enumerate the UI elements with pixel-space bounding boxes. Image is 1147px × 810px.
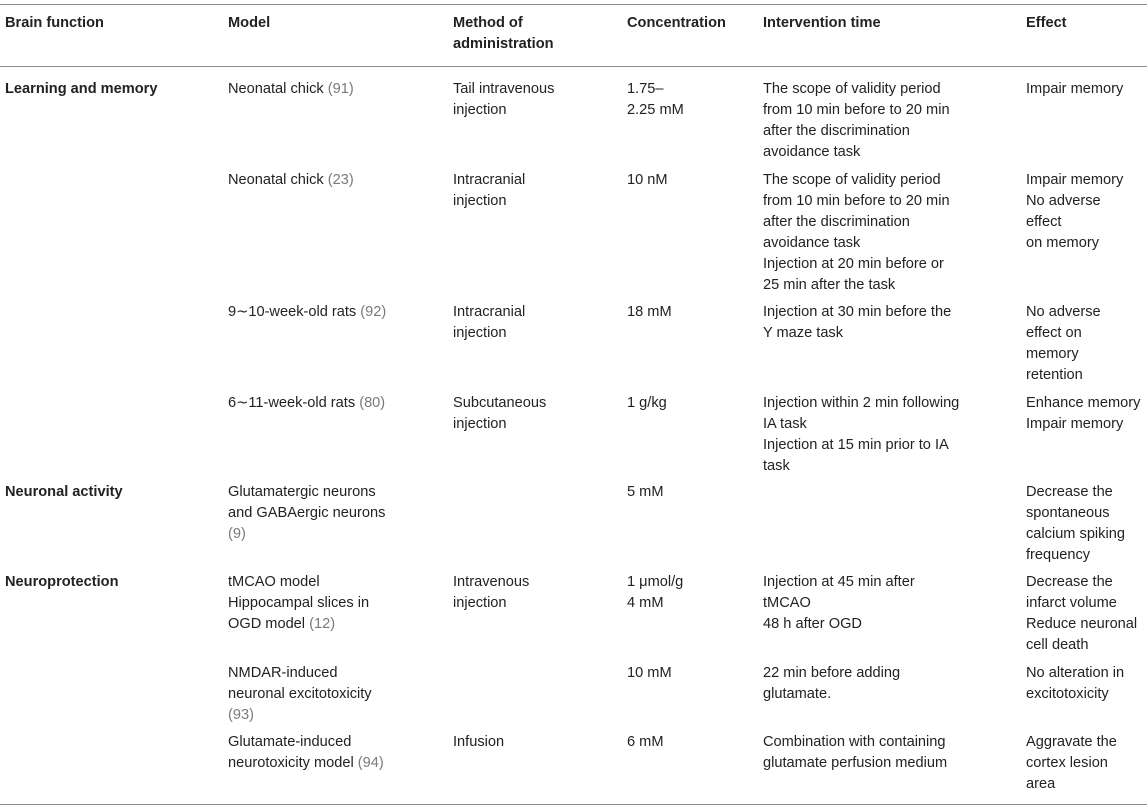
- effect-line: [1026, 753, 1117, 774]
- effect-line: [1026, 191, 1123, 212]
- effect-text: No adverse: [1026, 193, 1101, 209]
- concentration-line: [627, 302, 672, 323]
- effect-text: Enhance memory: [1026, 395, 1141, 411]
- concentration-text: 2.25 mM: [627, 102, 684, 118]
- effect-text: Decrease the: [1026, 574, 1113, 590]
- effect-line: [1026, 482, 1125, 503]
- intervention-line: [763, 456, 959, 477]
- row-6-method-cell: [453, 572, 529, 614]
- row-2-effect-cell: [1026, 170, 1123, 254]
- effect-text: cell death: [1026, 637, 1089, 653]
- intervention-line: [763, 323, 951, 344]
- concentration-line: [627, 732, 663, 753]
- row-5-effect-cell: [1026, 482, 1125, 566]
- effect-line: [1026, 393, 1140, 414]
- row-2-intervention-cell: [763, 170, 950, 296]
- concentration-line: [627, 393, 667, 414]
- intervention-text: avoidance task: [763, 144, 861, 160]
- method-text: injection: [453, 595, 507, 611]
- model-text: 6∼11-week-old rats: [228, 395, 360, 411]
- model-text: neuronal excitotoxicity: [228, 686, 372, 702]
- concentration-text: 1 μmol/g: [627, 574, 684, 590]
- reference-citation[interactable]: (93): [228, 707, 254, 723]
- row-6-concentration-cell: [627, 572, 683, 614]
- effect-text: excitotoxicity: [1026, 686, 1109, 702]
- method-text: Infusion: [453, 734, 505, 750]
- model-line: [228, 663, 372, 684]
- concentration-line: [627, 170, 668, 191]
- intervention-line: [763, 233, 950, 254]
- effect-line: [1026, 635, 1137, 656]
- intervention-line: [763, 79, 950, 100]
- row-8-intervention-cell: [763, 732, 947, 774]
- row-1-intervention-cell: [763, 79, 950, 163]
- effect-line: [1026, 524, 1125, 545]
- model-line: [228, 503, 385, 524]
- model-text: Glutamatergic neurons: [228, 484, 376, 500]
- method-line: [453, 170, 525, 191]
- intervention-line: [763, 275, 950, 296]
- intervention-line: [763, 100, 950, 121]
- intervention-text: 48 h after OGD: [763, 616, 862, 632]
- reference-citation[interactable]: (23): [327, 172, 354, 188]
- intervention-text: 22 min before adding: [763, 665, 901, 681]
- model-text: neurotoxicity model: [228, 755, 358, 771]
- effect-line: [1026, 572, 1137, 593]
- effect-line: [1026, 774, 1117, 795]
- row-5-concentration-cell: [627, 482, 663, 503]
- method-line: [453, 302, 525, 323]
- row-1-method-cell: [453, 79, 554, 121]
- effect-line: [1026, 545, 1125, 566]
- effect-line: [1026, 365, 1101, 386]
- method-text: injection: [453, 102, 507, 118]
- model-text: OGD model: [228, 616, 310, 632]
- intervention-line: [763, 593, 915, 614]
- intervention-text: Injection at 30 min before the: [763, 304, 952, 320]
- intervention-line: [763, 170, 950, 191]
- method-text: injection: [453, 325, 507, 341]
- row-5-model-cell: [228, 482, 385, 545]
- model-line: [228, 79, 354, 100]
- row-4-effect-cell: [1026, 393, 1140, 435]
- header-method: [453, 13, 554, 55]
- intervention-text: after the discrimination: [763, 123, 910, 139]
- intervention-text: avoidance task: [763, 235, 861, 251]
- intervention-line: [763, 572, 915, 593]
- effect-text: frequency: [1026, 547, 1091, 563]
- row-7-model-cell: [228, 663, 372, 726]
- concentration-text: 6 mM: [627, 734, 664, 750]
- row-2-model-cell: [228, 170, 354, 191]
- method-text: injection: [453, 416, 507, 432]
- intervention-text: glutamate perfusion medium: [763, 755, 948, 771]
- effect-text: effect on: [1026, 325, 1082, 341]
- method-line: [453, 100, 554, 121]
- row-4-method-cell: [453, 393, 546, 435]
- header-intervention-time: Intervention time: [763, 15, 881, 31]
- model-text: 9∼10-week-old rats: [228, 304, 361, 320]
- concentration-text: 1 g/kg: [627, 395, 667, 411]
- effect-text: area: [1026, 776, 1056, 792]
- method-line: [453, 414, 546, 435]
- model-line: [228, 302, 386, 323]
- intervention-text: The scope of validity period: [763, 172, 941, 188]
- effect-text: calcium spiking: [1026, 526, 1125, 542]
- header-brain-function: Brain function: [5, 15, 104, 31]
- intervention-line: [763, 663, 900, 684]
- model-line: [228, 170, 354, 191]
- effect-text: spontaneous: [1026, 505, 1110, 521]
- concentration-text: 1.75–: [627, 81, 664, 97]
- row-4-concentration-cell: [627, 393, 667, 414]
- effect-text: cortex lesion: [1026, 755, 1108, 771]
- header-method-line-2: administration: [453, 36, 554, 52]
- model-line: [228, 705, 372, 726]
- model-text: Hippocampal slices in: [228, 595, 370, 611]
- method-line: [453, 191, 525, 212]
- reference-citation[interactable]: (94): [357, 755, 384, 771]
- effect-text: on memory: [1026, 235, 1099, 251]
- row-7-intervention-cell: [763, 663, 900, 705]
- effect-text: No alteration in: [1026, 665, 1125, 681]
- model-line: [228, 614, 369, 635]
- row-1-model-cell: [228, 79, 354, 100]
- intervention-line: [763, 254, 950, 275]
- effect-text: Decrease the: [1026, 484, 1113, 500]
- concentration-text: 10 mM: [627, 665, 672, 681]
- model-line: [228, 482, 385, 503]
- header-method-line-1: Method of: [453, 15, 523, 31]
- row-3-model-cell: [228, 302, 386, 323]
- method-text: Intracranial: [453, 304, 526, 320]
- effect-line: [1026, 212, 1123, 233]
- model-line: [228, 393, 385, 414]
- intervention-line: [763, 414, 959, 435]
- effect-text: Aggravate the: [1026, 734, 1117, 750]
- concentration-text: 10 nM: [627, 172, 668, 188]
- effect-line: [1026, 614, 1137, 635]
- table-top-rule: [0, 4, 1147, 5]
- intervention-text: IA task: [763, 416, 807, 432]
- intervention-text: task: [763, 458, 790, 474]
- table-bottom-rule: [0, 804, 1147, 805]
- reference-citation[interactable]: (91): [327, 81, 354, 97]
- table-header-rule: [0, 66, 1147, 67]
- intervention-text: Injection at 20 min before or: [763, 256, 944, 272]
- group-neuronal-activity: Neuronal activity: [5, 484, 123, 500]
- method-text: Intracranial: [453, 172, 526, 188]
- header-concentration: Concentration: [627, 15, 726, 31]
- model-line: [228, 753, 384, 774]
- concentration-line: [627, 79, 684, 100]
- method-text: Intravenous: [453, 574, 530, 590]
- intervention-text: glutamate.: [763, 686, 832, 702]
- intervention-line: [763, 212, 950, 233]
- concentration-line: [627, 100, 684, 121]
- effect-text: Impair memory: [1026, 172, 1124, 188]
- group-neuroprotection: Neuroprotection: [5, 574, 119, 590]
- intervention-text: Injection at 15 min prior to IA: [763, 437, 949, 453]
- model-text: and GABAergic neurons: [228, 505, 386, 521]
- method-line: [453, 79, 554, 100]
- effect-text: No adverse: [1026, 304, 1101, 320]
- method-line: [453, 323, 525, 344]
- reference-citation[interactable]: (12): [309, 616, 336, 632]
- effect-line: [1026, 344, 1101, 365]
- effect-text: Reduce neuronal: [1026, 616, 1138, 632]
- intervention-text: The scope of validity period: [763, 81, 941, 97]
- concentration-line: [627, 593, 683, 614]
- model-text: NMDAR-induced: [228, 665, 338, 681]
- intervention-text: Injection within 2 min following: [763, 395, 960, 411]
- reference-citation[interactable]: (9): [228, 526, 246, 542]
- effect-text: effect: [1026, 214, 1062, 230]
- concentration-text: 4 mM: [627, 595, 664, 611]
- method-line: [453, 572, 529, 593]
- intervention-text: from 10 min before to 20 min: [763, 102, 950, 118]
- row-3-intervention-cell: [763, 302, 951, 344]
- effect-text: Impair memory: [1026, 416, 1124, 432]
- effect-line: [1026, 79, 1123, 100]
- effect-text: retention: [1026, 367, 1083, 383]
- intervention-line: [763, 732, 947, 753]
- model-line: [228, 593, 369, 614]
- effect-line: [1026, 323, 1101, 344]
- model-text: tMCAO model: [228, 574, 320, 590]
- effect-line: [1026, 663, 1124, 684]
- group-learning-and-memory: Learning and memory: [5, 81, 158, 97]
- model-text: Neonatal chick: [228, 172, 328, 188]
- row-1-effect-cell: [1026, 79, 1123, 100]
- intervention-line: [763, 302, 951, 323]
- header-effect: Effect: [1026, 15, 1067, 31]
- row-2-method-cell: [453, 170, 525, 212]
- intervention-text: from 10 min before to 20 min: [763, 193, 950, 209]
- method-text: Tail intravenous: [453, 81, 555, 97]
- effect-line: [1026, 684, 1124, 705]
- effect-line: [1026, 414, 1140, 435]
- row-6-model-cell: [228, 572, 369, 635]
- row-4-intervention-cell: [763, 393, 959, 477]
- row-6-intervention-cell: [763, 572, 915, 635]
- model-text: Glutamate-induced: [228, 734, 352, 750]
- row-8-method-cell: [453, 732, 504, 753]
- reference-citation[interactable]: (92): [360, 304, 387, 320]
- effect-text: memory: [1026, 346, 1079, 362]
- row-6-effect-cell: [1026, 572, 1137, 656]
- intervention-line: [763, 435, 959, 456]
- intervention-text: after the discrimination: [763, 214, 910, 230]
- row-8-model-cell: [228, 732, 384, 774]
- row-3-effect-cell: [1026, 302, 1101, 386]
- reference-citation[interactable]: (80): [359, 395, 386, 411]
- row-8-effect-cell: [1026, 732, 1117, 795]
- intervention-line: [763, 753, 947, 774]
- method-text: Subcutaneous: [453, 395, 547, 411]
- method-line: [453, 593, 529, 614]
- effect-line: [1026, 732, 1117, 753]
- row-7-effect-cell: [1026, 663, 1124, 705]
- row-8-concentration-cell: [627, 732, 663, 753]
- model-line: [228, 732, 384, 753]
- intervention-text: Y maze task: [763, 325, 844, 341]
- intervention-line: [763, 614, 915, 635]
- concentration-text: 18 mM: [627, 304, 672, 320]
- model-line: [228, 524, 385, 545]
- intervention-line: [763, 393, 959, 414]
- intervention-text: tMCAO: [763, 595, 811, 611]
- row-7-concentration-cell: [627, 663, 672, 684]
- method-line: [453, 393, 546, 414]
- row-3-method-cell: [453, 302, 525, 344]
- model-line: [228, 684, 372, 705]
- effect-line: [1026, 233, 1123, 254]
- effect-line: [1026, 503, 1125, 524]
- intervention-line: [763, 191, 950, 212]
- concentration-line: [627, 663, 672, 684]
- intervention-line: [763, 684, 900, 705]
- row-2-concentration-cell: [627, 170, 668, 191]
- concentration-line: [627, 482, 663, 503]
- effect-text: Impair memory: [1026, 81, 1124, 97]
- row-4-model-cell: [228, 393, 385, 414]
- effect-text: infarct volume: [1026, 595, 1117, 611]
- method-line: [453, 732, 504, 753]
- row-1-concentration-cell: [627, 79, 684, 121]
- model-text: Neonatal chick: [228, 81, 328, 97]
- model-line: [228, 572, 369, 593]
- header-model: Model: [228, 15, 271, 31]
- intervention-line: [763, 142, 950, 163]
- row-3-concentration-cell: [627, 302, 672, 323]
- method-text: injection: [453, 193, 507, 209]
- intervention-text: Injection at 45 min after: [763, 574, 915, 590]
- intervention-text: 25 min after the task: [763, 277, 896, 293]
- concentration-line: [627, 572, 683, 593]
- concentration-text: 5 mM: [627, 484, 664, 500]
- effect-line: [1026, 593, 1137, 614]
- effect-line: [1026, 302, 1101, 323]
- intervention-line: [763, 121, 950, 142]
- intervention-text: Combination with containing: [763, 734, 946, 750]
- effect-line: [1026, 170, 1123, 191]
